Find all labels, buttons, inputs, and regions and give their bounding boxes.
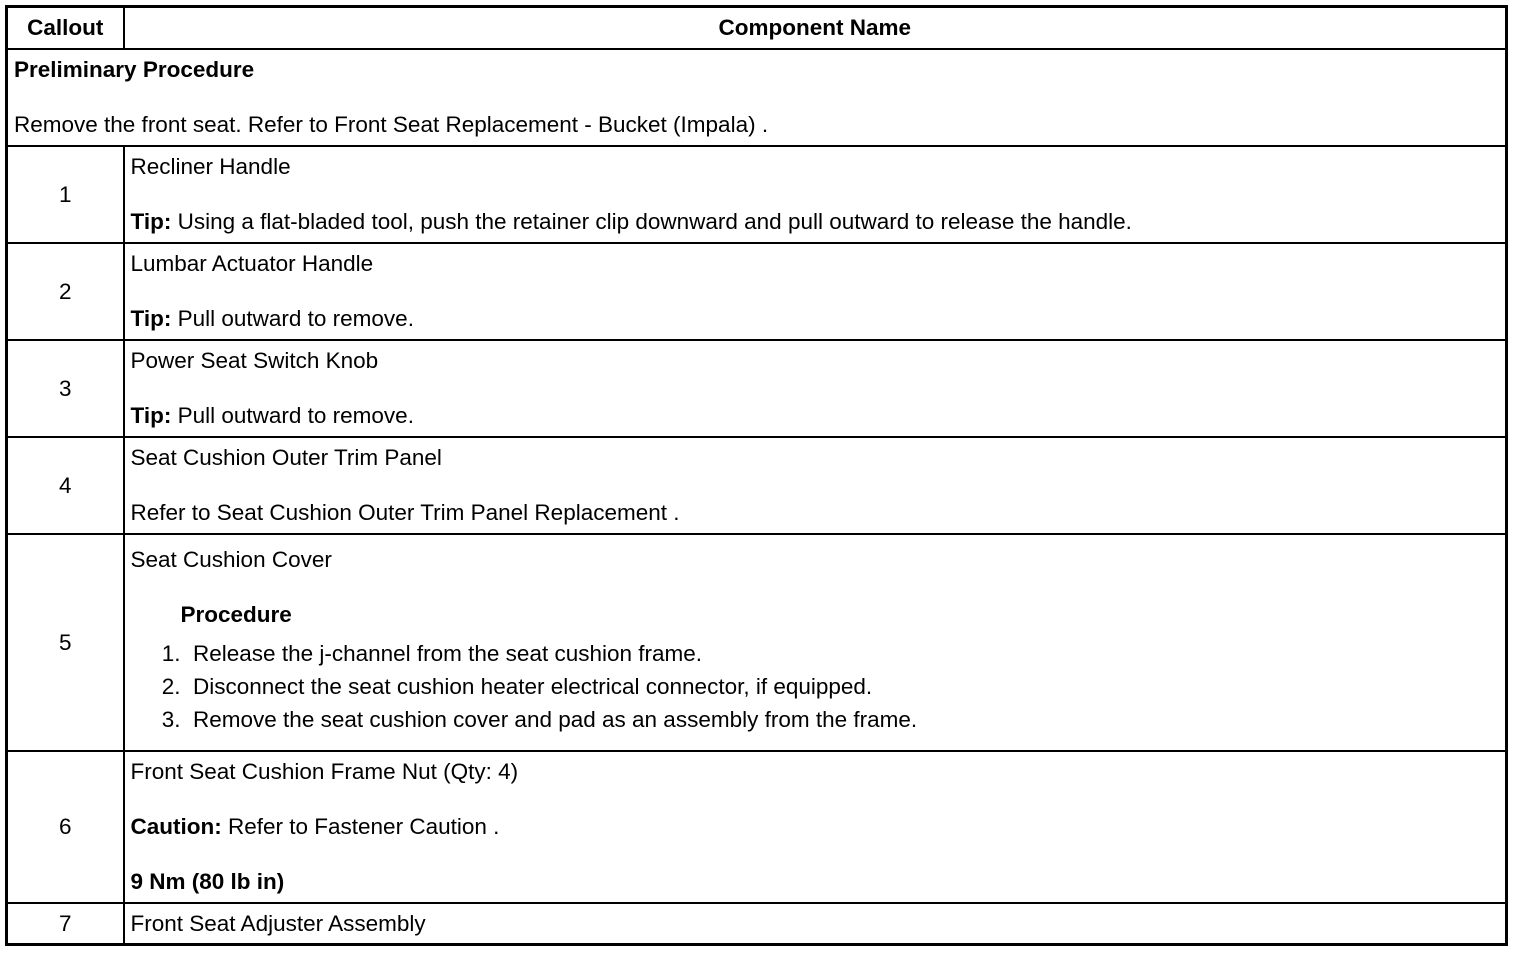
component-cell	[124, 146, 1507, 243]
table-row	[7, 146, 1507, 243]
callout-number: 1	[7, 146, 124, 243]
component-name: Lumbar Actuator Handle	[130, 251, 374, 276]
preliminary-procedure-cell	[7, 49, 1507, 146]
callout-column-header: Callout	[7, 7, 124, 50]
preliminary-procedure-title: Preliminary Procedure	[14, 57, 255, 82]
callout-number: 7	[7, 903, 124, 945]
component-name: Front Seat Cushion Frame Nut (Qty: 4)	[130, 759, 519, 784]
component-cell	[124, 534, 1507, 751]
table-row	[7, 534, 1507, 751]
table-header-row	[7, 7, 1507, 50]
procedure-step	[131, 670, 1500, 703]
step-text: Disconnect the seat cushion heater electrical connector, if equipped.	[193, 674, 873, 699]
note-text: Pull outward to remove.	[171, 306, 414, 331]
preliminary-procedure-text: Remove the front seat. Refer to Front Seat Replacement - Bucket (Impala) .	[14, 112, 769, 137]
note-text: Using a flat-bladed tool, push the retainer clip downward and pull outward to release the handle.	[171, 209, 1132, 234]
table-row	[7, 243, 1507, 340]
component-note	[131, 308, 1500, 330]
step-text: Release the j-channel from the seat cushion frame.	[193, 641, 703, 666]
component-name: Seat Cushion Outer Trim Panel	[130, 445, 442, 470]
callout-number: 6	[7, 751, 124, 903]
note-label: Caution:	[130, 814, 222, 839]
procedure-heading: Procedure	[180, 602, 292, 627]
step-number: 3.	[161, 707, 181, 732]
callout-number: 4	[7, 437, 124, 534]
step-text: Remove the seat cushion cover and pad as an assembly from the frame.	[193, 707, 918, 732]
component-table	[5, 5, 1508, 946]
table-row	[7, 751, 1507, 903]
component-note	[131, 211, 1500, 233]
note-text: Pull outward to remove.	[171, 403, 414, 428]
component-cell	[124, 243, 1507, 340]
note-label: Tip:	[130, 306, 172, 331]
table-row	[7, 340, 1507, 437]
component-name: Power Seat Switch Knob	[130, 348, 379, 373]
component-cell	[124, 340, 1507, 437]
component-cell	[124, 437, 1507, 534]
component-note: Refer to Seat Cushion Outer Trim Panel Replacement .	[130, 500, 680, 525]
component-cell	[124, 751, 1507, 903]
component-name: Seat Cushion Cover	[130, 547, 332, 572]
component-note	[131, 816, 1500, 838]
component-name: Recliner Handle	[130, 154, 291, 179]
procedure-steps	[131, 637, 1500, 736]
component-name-column-header: Component Name	[124, 7, 1507, 50]
preliminary-procedure-row	[7, 49, 1507, 146]
callout-number: 3	[7, 340, 124, 437]
component-note	[131, 405, 1500, 427]
procedure-step	[131, 637, 1500, 670]
table-row	[7, 903, 1507, 945]
note-label: Tip:	[130, 403, 172, 428]
component-cell	[124, 903, 1507, 945]
procedure-step	[131, 703, 1500, 736]
note-text: Refer to Fastener Caution .	[221, 814, 500, 839]
torque-spec: 9 Nm (80 lb in)	[130, 869, 285, 894]
step-number: 2.	[161, 674, 181, 699]
component-name: Front Seat Adjuster Assembly	[130, 910, 426, 936]
note-label: Tip:	[130, 209, 172, 234]
callout-number: 2	[7, 243, 124, 340]
step-number: 1.	[161, 641, 181, 666]
table-row	[7, 437, 1507, 534]
callout-number: 5	[7, 534, 124, 751]
